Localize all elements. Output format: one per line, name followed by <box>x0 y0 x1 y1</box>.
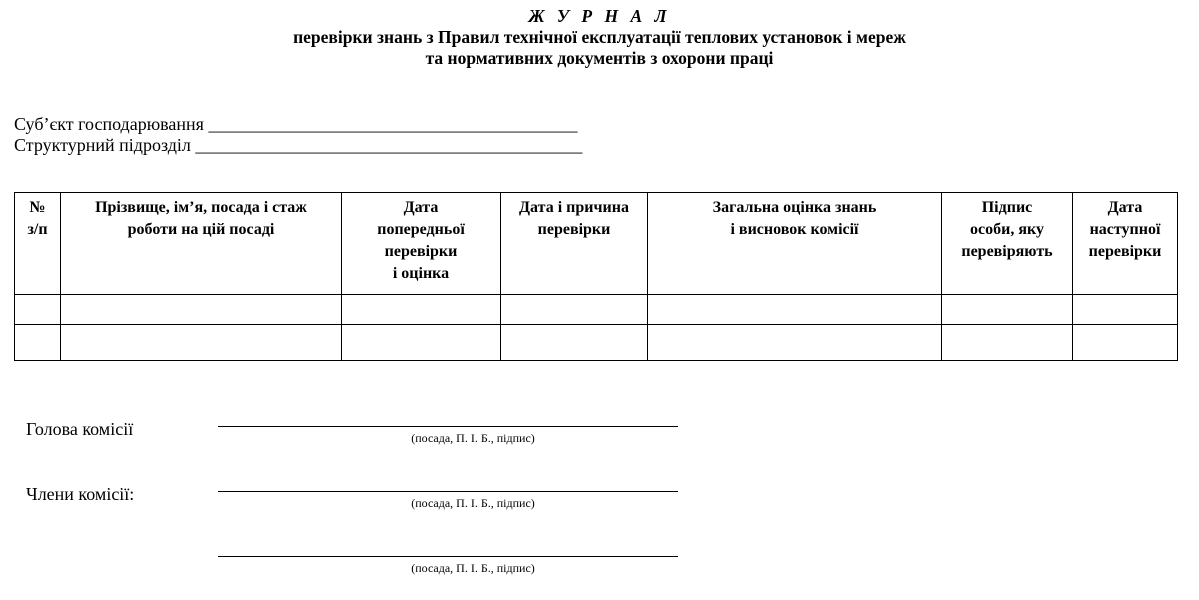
table-cell[interactable] <box>61 325 342 361</box>
chair-signature-line[interactable] <box>218 426 678 427</box>
table-cell[interactable] <box>942 295 1073 325</box>
document-header <box>0 6 1199 69</box>
member-signature-line[interactable] <box>218 556 678 557</box>
table-cell[interactable] <box>15 325 61 361</box>
table-cell[interactable] <box>942 325 1073 361</box>
table-row <box>15 325 1178 361</box>
member-signature-hint: (посада, П. І. Б., підпис) <box>411 496 535 510</box>
table-cell[interactable] <box>342 295 501 325</box>
table-cell[interactable] <box>501 295 648 325</box>
column-header-next-check: Дата наступної перевірки <box>1073 193 1178 295</box>
table-cell[interactable] <box>648 325 942 361</box>
document-subtitle-line1: перевірки знань з Правил технічної експлуатації теплових установок і мереж <box>293 27 906 47</box>
member-signature-hint: (посада, П. І. Б., підпис) <box>411 561 535 575</box>
table-header-row <box>15 193 1178 295</box>
table-cell[interactable] <box>501 325 648 361</box>
division-field[interactable]: Структурний підрозділ ___________________________________________ <box>14 135 583 155</box>
table-row <box>15 295 1178 325</box>
document-subtitle-line2: та нормативних документів з охорони праці <box>425 48 774 68</box>
column-header-check-reason: Дата і причина перевірки <box>501 193 648 295</box>
column-header-name: Прізвище, ім’я, посада і стаж роботи на цій посаді <box>61 193 342 295</box>
table-cell[interactable] <box>1073 295 1178 325</box>
table-cell[interactable] <box>1073 325 1178 361</box>
chair-signature-hint: (посада, П. І. Б., підпис) <box>411 431 535 445</box>
table-cell[interactable] <box>342 325 501 361</box>
column-header-signature: Підпис особи, яку перевіряють <box>942 193 1073 295</box>
column-header-number: № з/п <box>15 193 61 295</box>
member-signature-line[interactable] <box>218 491 678 492</box>
document-title: Ж У Р Н А Л <box>528 6 671 26</box>
column-header-previous-check: Дата попередньої перевірки і оцінка <box>342 193 501 295</box>
entity-field[interactable]: Суб’єкт господарювання _________________________________________ <box>14 114 578 134</box>
table-cell[interactable] <box>61 295 342 325</box>
chair-label: Голова комісії <box>26 419 134 439</box>
table-cell[interactable] <box>648 295 942 325</box>
members-label: Члени комісії: <box>26 484 135 504</box>
journal-table <box>14 192 1178 361</box>
table-cell[interactable] <box>15 295 61 325</box>
column-header-assessment: Загальна оцінка знань і висновок комісії <box>648 193 942 295</box>
